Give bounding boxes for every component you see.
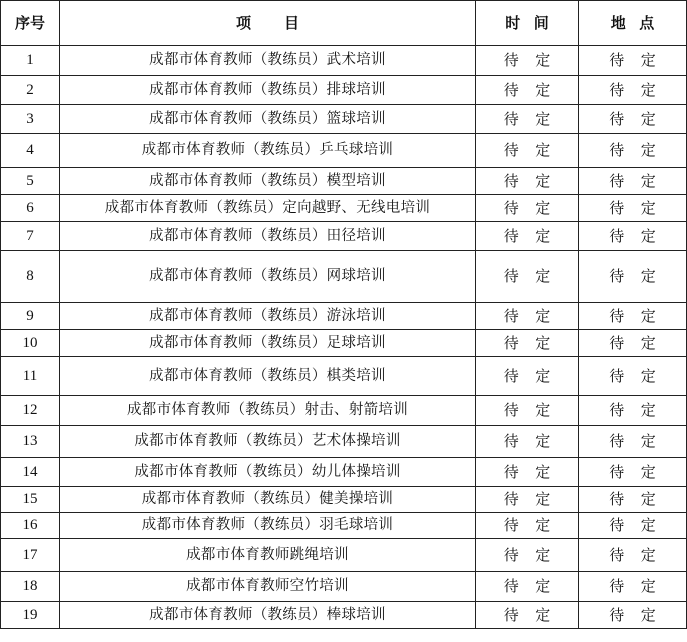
row-item: 成都市体育教师（教练员）乒乓球培训 [60,134,476,168]
row-index: 12 [1,396,60,426]
row-time: 待定 [476,602,579,629]
row-place: 待定 [579,539,687,572]
row-index: 9 [1,303,60,330]
row-place: 待定 [579,572,687,602]
table-row [1,105,687,134]
row-time: 待定 [476,251,579,303]
table-row [1,195,687,222]
row-time: 待定 [476,572,579,602]
row-item: 成都市体育教师跳绳培训 [60,539,476,572]
table-row [1,396,687,426]
row-index: 3 [1,105,60,134]
row-item: 成都市体育教师（教练员）模型培训 [60,168,476,195]
row-place: 待定 [579,195,687,222]
table-row [1,426,687,458]
row-item: 成都市体育教师（教练员）篮球培训 [60,105,476,134]
row-index: 5 [1,168,60,195]
row-time: 待定 [476,46,579,76]
row-item: 成都市体育教师（教练员）定向越野、无线电培训 [60,195,476,222]
row-item: 成都市体育教师（教练员）羽毛球培训 [60,513,476,539]
row-item: 成都市体育教师（教练员）幼儿体操培训 [60,458,476,487]
header-row [1,1,687,46]
row-index: 1 [1,46,60,76]
table-row [1,357,687,396]
row-time: 待定 [476,105,579,134]
row-index: 14 [1,458,60,487]
row-place: 待定 [579,330,687,357]
row-place: 待定 [579,46,687,76]
row-time: 待定 [476,357,579,396]
row-index: 8 [1,251,60,303]
row-index: 10 [1,330,60,357]
row-item: 成都市体育教师（教练员）田径培训 [60,222,476,251]
row-time: 待定 [476,513,579,539]
row-index: 11 [1,357,60,396]
row-item: 成都市体育教师（教练员）排球培训 [60,76,476,105]
row-time: 待定 [476,330,579,357]
row-place: 待定 [579,396,687,426]
row-time: 待定 [476,458,579,487]
table-row [1,76,687,105]
row-time: 待定 [476,487,579,513]
row-index: 17 [1,539,60,572]
header-index: 序号 [1,1,60,46]
row-item: 成都市体育教师（教练员）武术培训 [60,46,476,76]
row-item: 成都市体育教师空竹培训 [60,572,476,602]
row-place: 待定 [579,426,687,458]
row-place: 待定 [579,357,687,396]
row-place: 待定 [579,602,687,629]
table-row [1,222,687,251]
table-row [1,487,687,513]
row-index: 6 [1,195,60,222]
row-time: 待定 [476,222,579,251]
table-row [1,330,687,357]
row-time: 待定 [476,134,579,168]
row-item: 成都市体育教师（教练员）游泳培训 [60,303,476,330]
row-item: 成都市体育教师（教练员）棒球培训 [60,602,476,629]
row-place: 待定 [579,487,687,513]
row-time: 待定 [476,76,579,105]
header-place: 地点 [579,1,687,46]
row-place: 待定 [579,222,687,251]
row-item: 成都市体育教师（教练员）网球培训 [60,251,476,303]
table-row [1,458,687,487]
row-index: 2 [1,76,60,105]
table-row [1,572,687,602]
header-time: 时间 [476,1,579,46]
row-time: 待定 [476,539,579,572]
row-place: 待定 [579,251,687,303]
row-item: 成都市体育教师（教练员）足球培训 [60,330,476,357]
row-item: 成都市体育教师（教练员）射击、射箭培训 [60,396,476,426]
row-time: 待定 [476,168,579,195]
table-row [1,303,687,330]
table-row [1,602,687,629]
table-row [1,46,687,76]
row-index: 7 [1,222,60,251]
row-index: 15 [1,487,60,513]
row-place: 待定 [579,303,687,330]
table-row [1,251,687,303]
row-index: 4 [1,134,60,168]
row-place: 待定 [579,513,687,539]
row-time: 待定 [476,195,579,222]
row-place: 待定 [579,76,687,105]
row-place: 待定 [579,105,687,134]
table-row [1,168,687,195]
row-place: 待定 [579,458,687,487]
row-item: 成都市体育教师（教练员）棋类培训 [60,357,476,396]
table-row [1,134,687,168]
row-time: 待定 [476,303,579,330]
row-index: 18 [1,572,60,602]
row-index: 19 [1,602,60,629]
row-time: 待定 [476,396,579,426]
table-row [1,539,687,572]
row-item: 成都市体育教师（教练员）健美操培训 [60,487,476,513]
row-place: 待定 [579,134,687,168]
table-row [1,513,687,539]
row-time: 待定 [476,426,579,458]
header-item: 项目 [60,1,476,46]
table-body [1,46,687,629]
row-item: 成都市体育教师（教练员）艺术体操培训 [60,426,476,458]
row-place: 待定 [579,168,687,195]
row-index: 16 [1,513,60,539]
row-index: 13 [1,426,60,458]
